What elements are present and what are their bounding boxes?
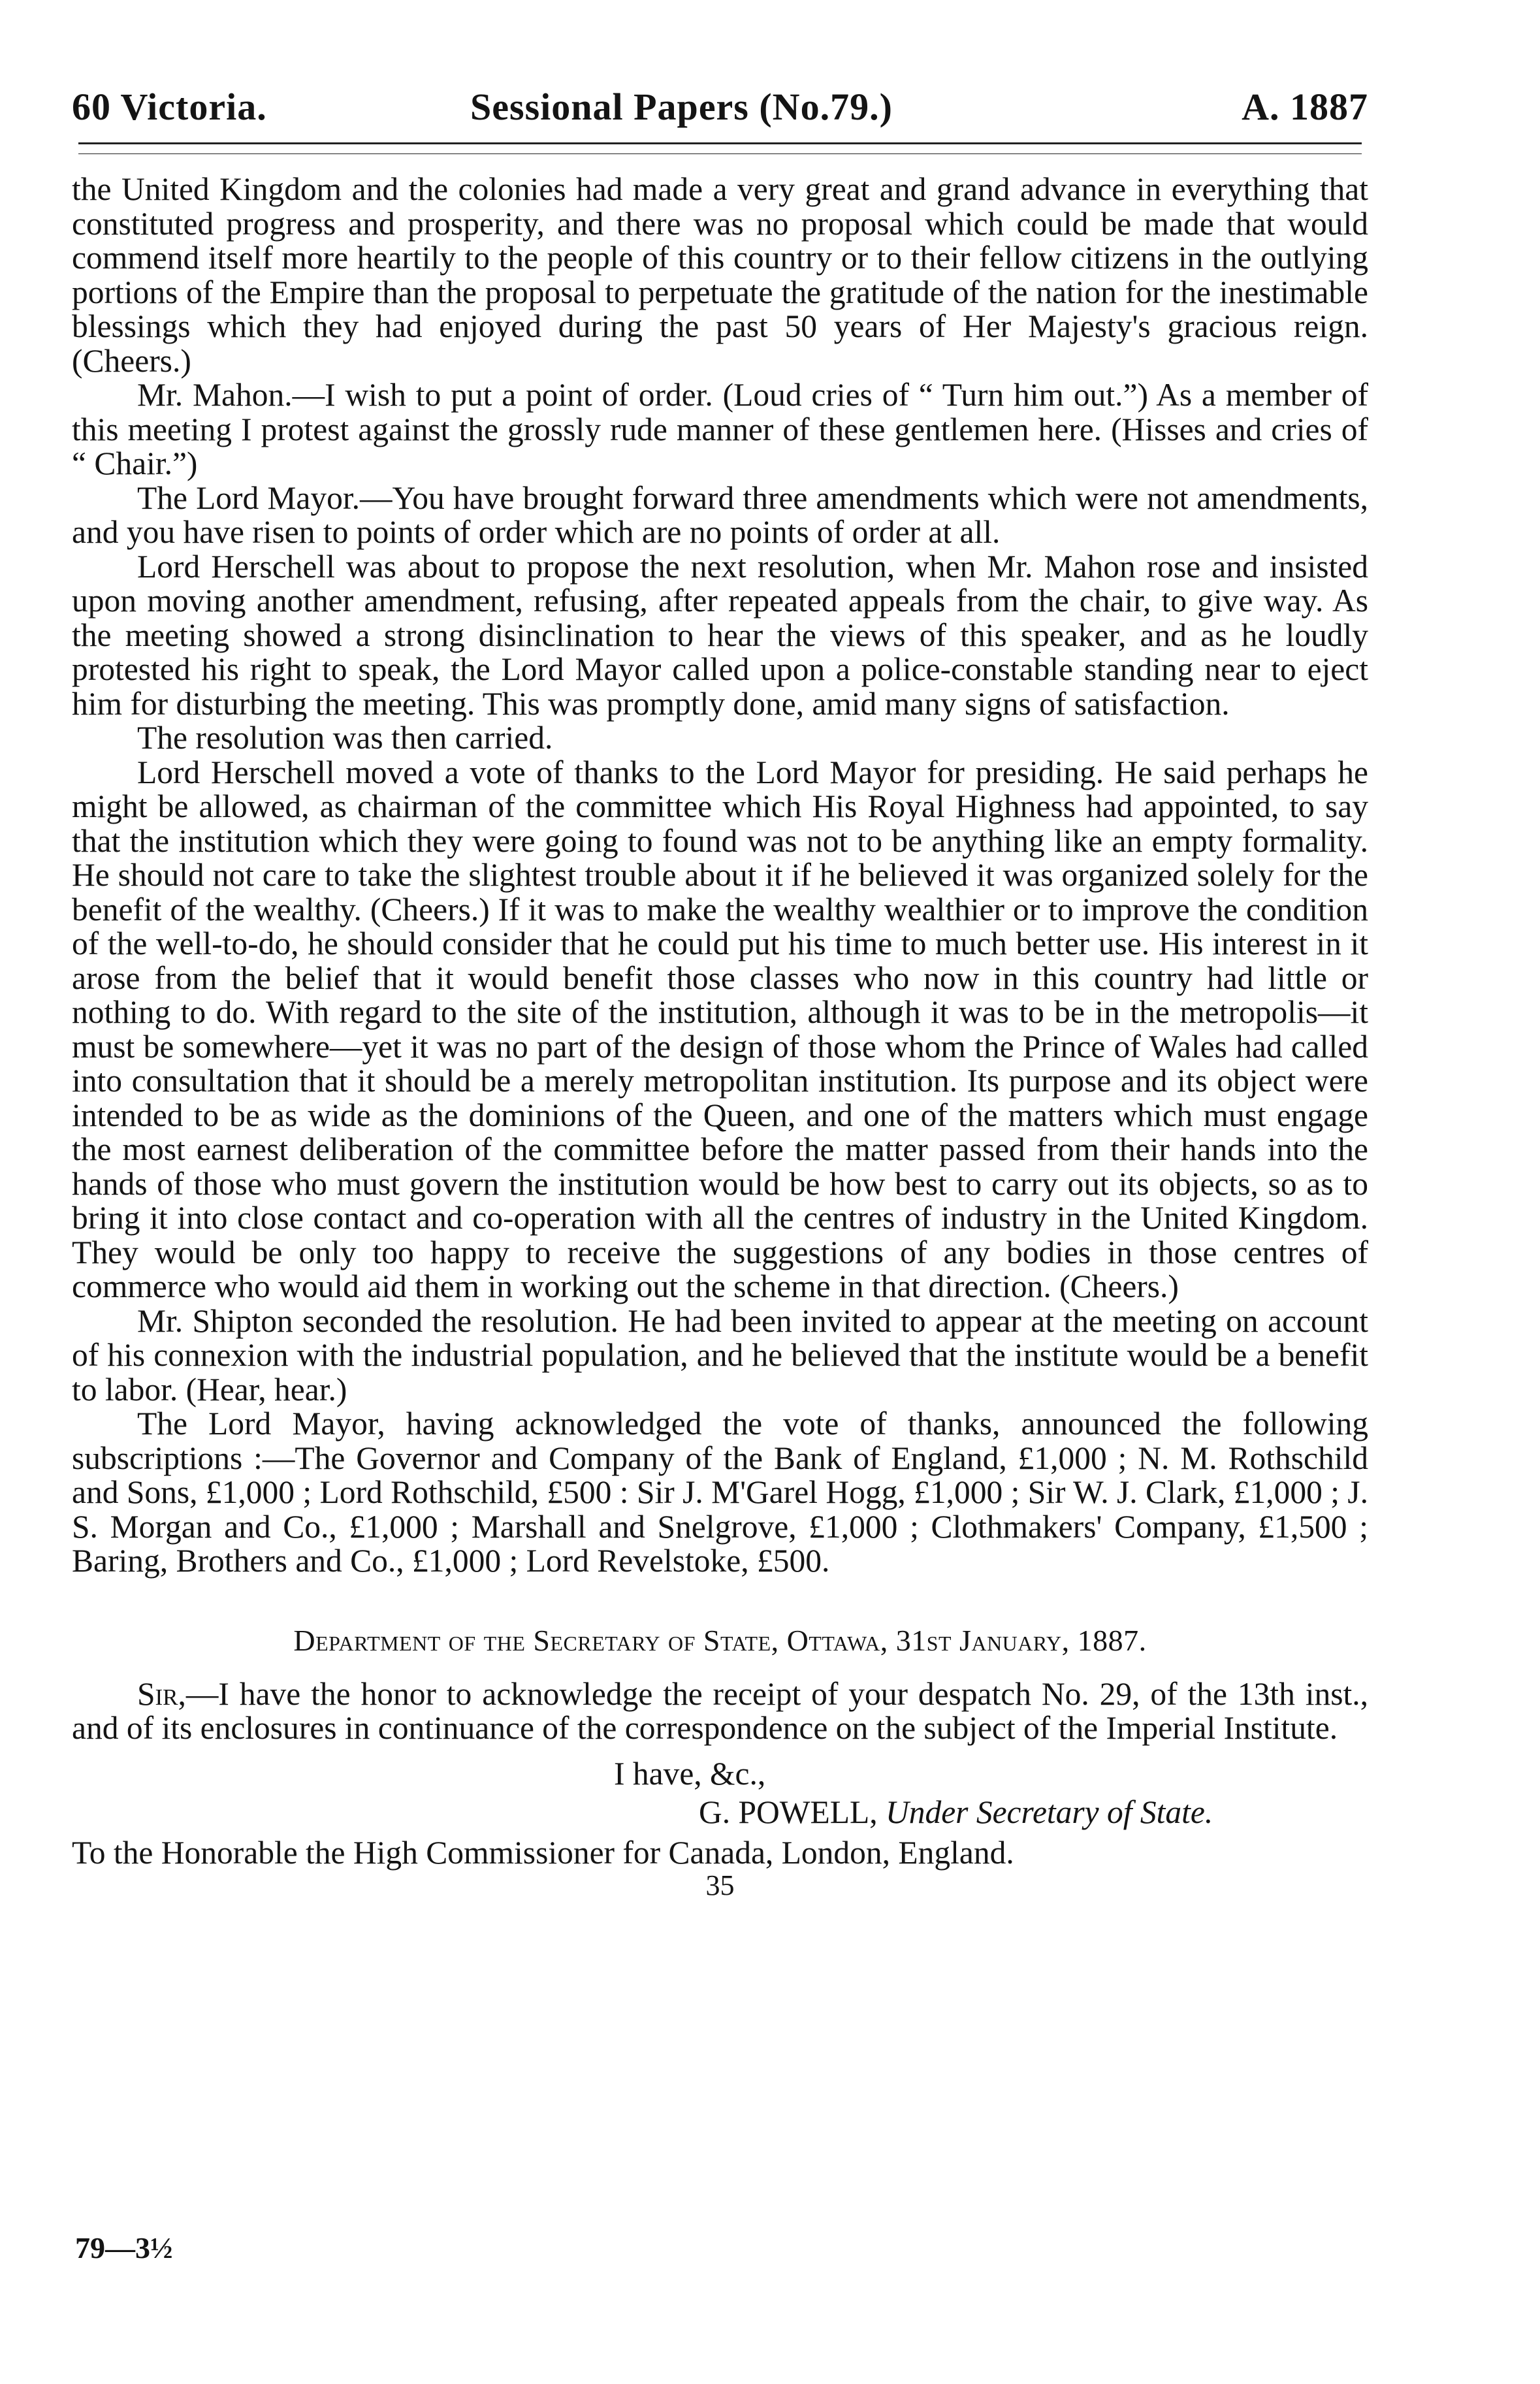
department-heading xyxy=(72,1623,1368,1658)
letter-body: —I have the honor to acknowledge the receipt of your despatch No. 29, of the 13th inst., and of its enclosures in continuance of the correspondence on the subject of the Imperial Institute. xyxy=(72,1675,1368,1746)
department-heading-text: Department of the Secretary of State, Ottawa, 31st January, 1887. xyxy=(293,1623,1147,1657)
signatory-name: G. POWELL, xyxy=(699,1794,878,1830)
header-rule xyxy=(78,142,1362,154)
letter-salutation: Sir, xyxy=(137,1675,186,1712)
signatory-title: Under Secretary of State. xyxy=(885,1794,1213,1830)
paragraph: Mr. Shipton seconded the resolution. He had been invited to appear at the meeting on account of his connexion with the industrial population, and he believed that the institute would be a benefit to labor. (Hear, hear.) xyxy=(72,1302,1368,1408)
signature-block xyxy=(72,1793,1368,1832)
page-number: 35 xyxy=(705,1869,735,1901)
letter xyxy=(72,1677,1368,1746)
paragraph: Lord Herschell was about to propose the next resolution, when Mr. Mahon rose and insisted upon moving another amendment, refusing, after repeated appeals from the chair, to give way. As the meeting showed a strong disinclination to hear the views of this speaker, and as he loudly protested his right to speak, the Lord Mayor called upon a police-constable standing near to eject him for disturbing the meeting. This was promptly done, amid many signs of satisfaction. xyxy=(72,548,1368,722)
letter-body-paragraph xyxy=(72,1677,1368,1746)
page-header xyxy=(72,85,1368,137)
letter-addressee: To the Honorable the High Commissioner for Canada, London, England. xyxy=(72,1834,1014,1871)
document-page xyxy=(72,85,1368,1902)
letter-closing: I have, &c., xyxy=(614,1755,766,1792)
paragraph: the United Kingdom and the colonies had made a very great and grand advance in everything that constituted progress and prosperity, and there was no proposal which could be made that would commend itself more heartily to the people of this country or to their fellow citizens in the outlying portions of the Empire than the proposal to perpetuate the gratitude of the nation for the inestimable blessings which they had enjoyed during the past 50 years of Her Majesty's gracious reign. (Cheers.) xyxy=(72,171,1368,379)
header-regnal-year: 60 Victoria. xyxy=(72,86,267,128)
paragraph: Lord Herschell moved a vote of thanks to the Lord Mayor for presiding. He said perhaps he might be allowed, as chairman of the committee which His Royal Highness had appointed, to say that the institution which they were going to found was not to be anything like an empty formality. He should not care to take the slightest trouble about it if he believed it was organized solely for the benefit of the wealthy. (Cheers.) If it was to make the wealthy wealthier or to improve the condition of the well-to-do, he should consider that he could put his time to much better use. His interest in it arose from the belief that it would benefit those classes who now in this country had little or nothing to do. With regard to the site of the institution, although it was to be in the metropolis—it must be somewhere—yet it was no part of the design of those whom the Prince of Wales had called into consultation that it should be a merely metropolitan institution. Its purpose and its object were intended to be as wide as the dominions of the Queen, and one of the matters which must engage the most earnest deliberation of the committee before the matter passed from their hands into the hands of those who must govern the institution would be how best to carry out its objects, so as to bring it into close contact and co-operation with all the centres of industry in the United Kingdom. They would be only too happy to receive the suggestions of any bodies in those centres of commerce who would aid them in working out the scheme in that direction. (Cheers.) xyxy=(72,754,1368,1304)
header-series-title: Sessional Papers (No.79.) xyxy=(470,86,893,128)
paragraph: The Lord Mayor, having acknowledged the vote of thanks, announced the following subscriptions :—The Governor and Company of the Bank of England, £1,000 ; N. M. Rothschild and Sons, £1,000 ; Lord Rothschild, £500 : Sir J. M'Garel Hogg, £1,000 ; Sir W. J. Clark, £1,000 ; J. S. Morgan and Co., £1,000 ; Marshall and Snelgrove, £1,000 ; Clothmakers' Company, £1,500 ; Baring, Brothers and Co., £1,000 ; Lord Revelstoke, £500. xyxy=(72,1406,1368,1579)
paragraph: The Lord Mayor.—You have brought forward three amendments which were not amendments, and you have risen to points of order which are no points of order at all. xyxy=(72,479,1368,550)
signature-mark: 79—3½ xyxy=(75,2231,173,2264)
paragraph: The resolution was then carried. xyxy=(137,720,553,756)
report-body xyxy=(72,172,1368,1579)
header-year: A. 1887 xyxy=(1242,86,1368,128)
paragraph: Mr. Mahon.—I wish to put a point of order. (Loud cries of “ Turn him out.”) As a member of this meeting I protest against the grossly rude manner of these gentlemen here. (Hisses and cries of “ Chair.”) xyxy=(72,377,1368,481)
